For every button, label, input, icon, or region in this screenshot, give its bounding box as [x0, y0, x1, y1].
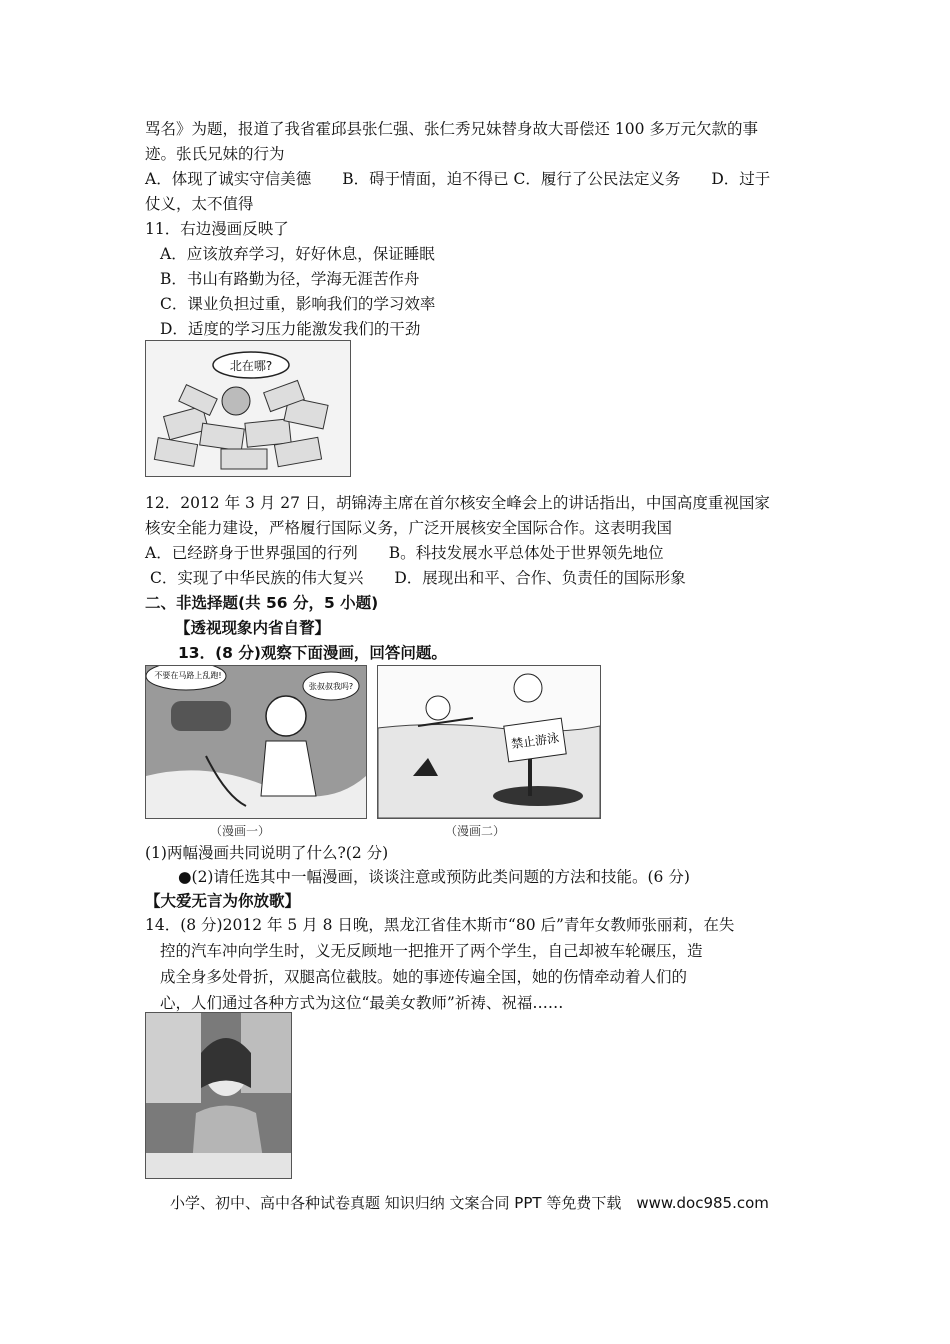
text-line: 成全身多处骨折，双腿高位截肢。她的事迹传遍全国，她的伤情牵动着人们的 — [160, 968, 688, 986]
text-line: 迹。张氏兄妹的行为 — [145, 145, 285, 163]
q11-option-c: C．课业负担过重，影响我们的学习效率 — [160, 295, 436, 313]
q11-option-b: B．书山有路勤为径，学海无涯苦作舟 — [160, 270, 420, 288]
q12-options-ab: A．已经跻身于世界强国的行列 B。科技发展水平总体处于世界领先地位 — [145, 544, 664, 562]
teacher-photo-drawing — [146, 1013, 291, 1178]
cartoon-books-image — [145, 340, 351, 477]
question-14: 14．(8 分)2012 年 5 月 8 日晚，黑龙江省佳木斯市“80 后”青年女教师张丽莉，在失 — [145, 916, 735, 934]
cartoon-one-drawing — [146, 666, 366, 818]
q13-part-2: ●(2)请任选其中一幅漫画，谈谈注意或预防此类问题的方法和技能。(6 分) — [178, 868, 690, 886]
cartoon-two-caption: （漫画二） — [445, 824, 506, 838]
text-line: 控的汽车冲向学生时，义无反顾地一把推开了两个学生，自己却被车轮碾压，造 — [160, 942, 703, 960]
q10-options-line: A．体现了诚实守信美德 B．碍于情面，迫不得已 C．履行了公民法定义务 D．过于 — [145, 170, 771, 188]
q11-option-d: D．适度的学习压力能激发我们的干劲 — [160, 320, 421, 338]
section-heading: 二、非选择题(共 56 分，5 小题) — [145, 594, 379, 612]
question-12: 12．2012 年 3 月 27 日，胡锦涛主席在首尔核安全峰会上的讲话指出，中国高度重视国家 — [145, 494, 770, 512]
text-line: 核安全能力建设，严格履行国际义务，广泛开展核安全国际合作。这表明我国 — [145, 519, 673, 537]
footer-text: 小学、初中、高中各种试卷真题 知识归纳 文案合同 PPT 等免费下载 www.doc985.com — [170, 1194, 769, 1212]
question-13: 13．(8 分)观察下面漫画，回答问题。 — [178, 644, 447, 662]
cartoon-one-caption: （漫画一） — [210, 824, 271, 838]
cartoon11-bubble-text: 北在哪? — [229, 359, 273, 373]
text-line: 仗义，太不值得 — [145, 195, 254, 213]
cartoon-two-drawing — [378, 666, 600, 818]
cartoon1-bubble-a: 不要在马路上乱跑! — [154, 671, 222, 680]
subsection-heading: 【大爱无言为你放歌】 — [145, 892, 301, 910]
q12-options-cd: C．实现了中华民族的伟大复兴 D．展现出和平、合作、负责任的国际形象 — [150, 569, 686, 587]
cartoon2-sign-text: 禁止游泳 — [510, 730, 560, 752]
text-line: 心，人们通过各种方式为这位“最美女教师”祈祷、祝福…… — [160, 994, 564, 1012]
q11-option-a: A．应该放弃学习，好好休息，保证睡眠 — [160, 245, 435, 263]
cartoon-one-image — [145, 665, 367, 819]
teacher-photo — [145, 1012, 292, 1179]
q13-part-1: (1)两幅漫画共同说明了什么?(2 分) — [145, 844, 389, 862]
cartoon-two-image — [377, 665, 601, 819]
cartoon-books-drawing — [146, 341, 350, 476]
subsection-heading: 【透视现象内省自瞀】 — [175, 619, 331, 637]
text-line: 骂名》为题，报道了我省霍邱县张仁强、张仁秀兄妹替身故大哥偿还 100 多万元欠款的事 — [145, 120, 758, 138]
cartoon1-bubble-b: 张叔叔我吗? — [308, 682, 354, 691]
question-11: 11．右边漫画反映了 — [145, 220, 289, 238]
